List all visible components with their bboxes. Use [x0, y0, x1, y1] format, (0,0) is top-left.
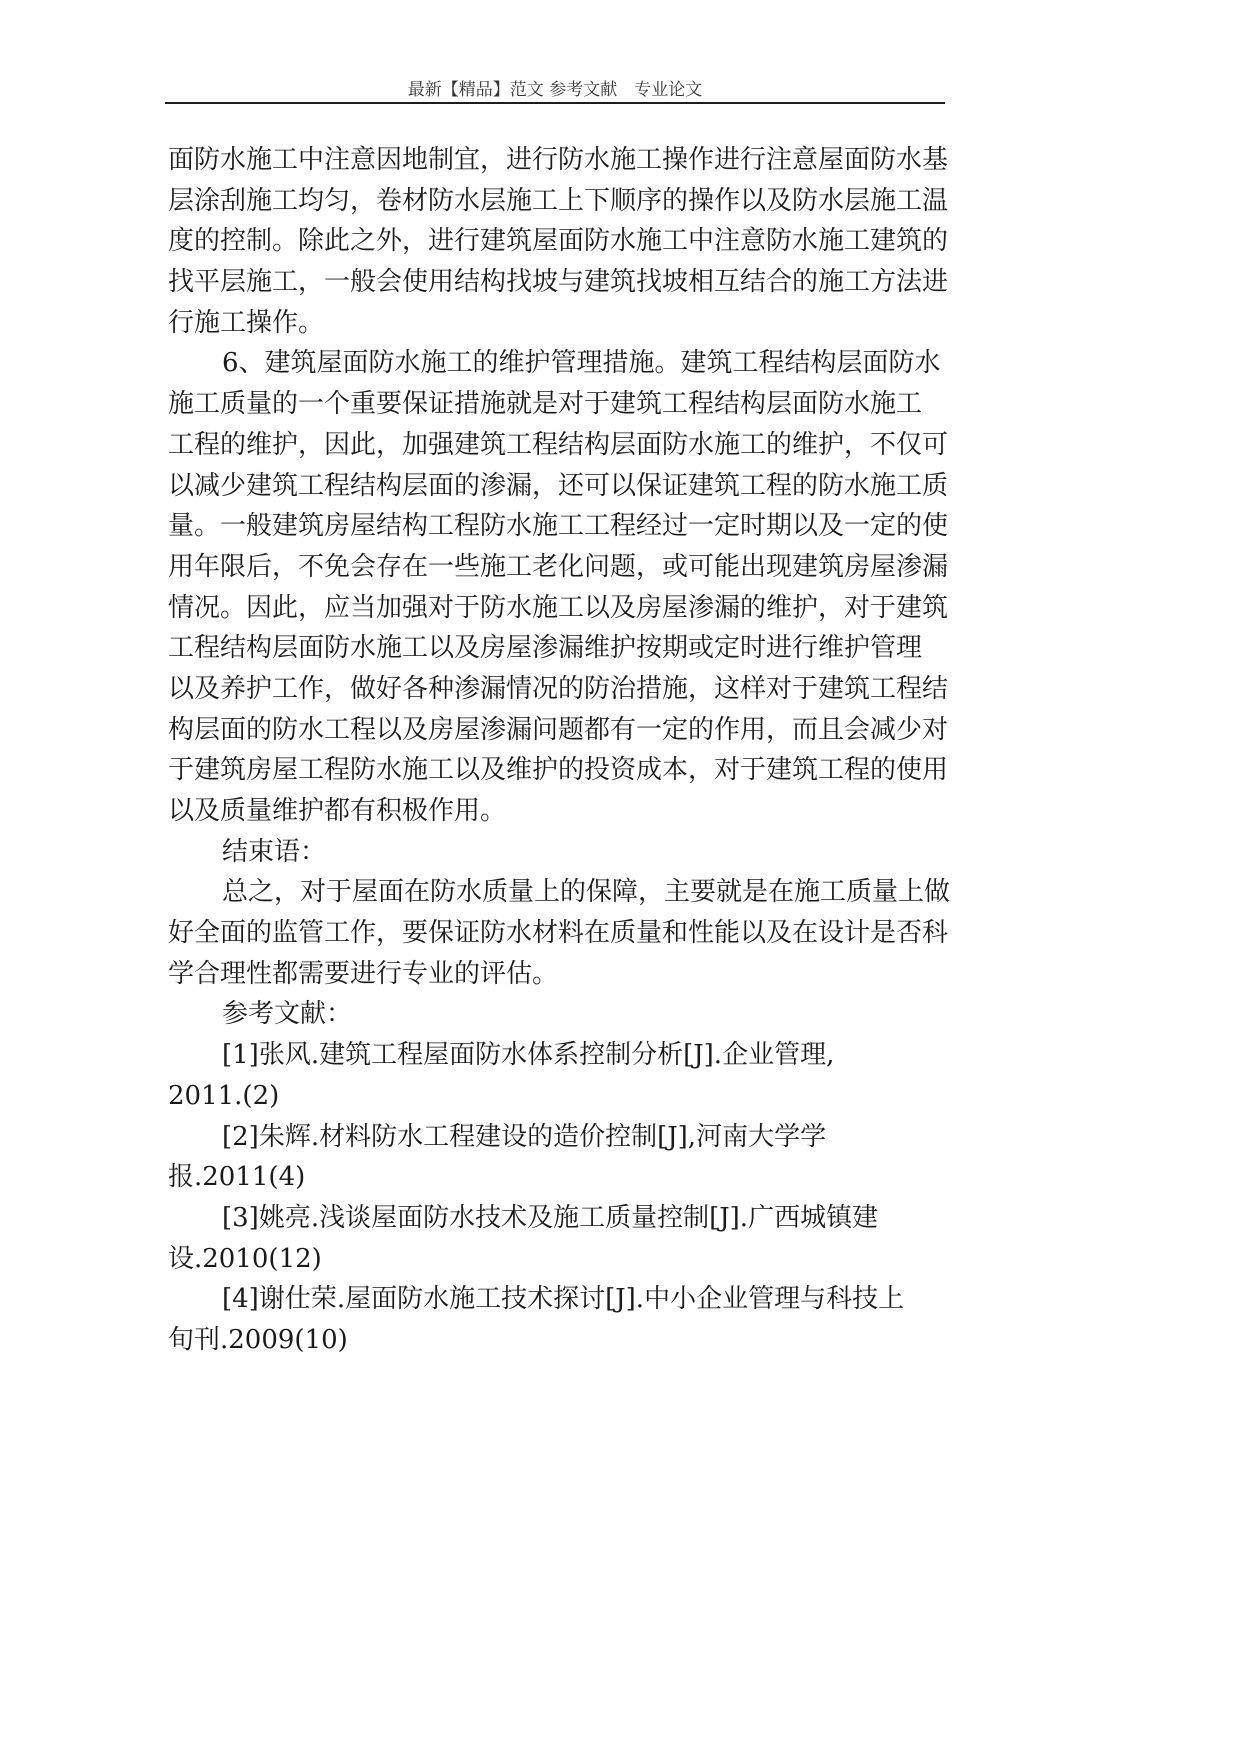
references-heading: 参考文献：: [222, 999, 353, 1030]
paragraph-line: 以及质量维护都有积极作用。: [168, 796, 507, 826]
reference-list: [168, 1035, 958, 1361]
paragraph-line: 用年限后，不免会存在一些施工老化问题，或可能出现建筑房屋渗漏: [168, 551, 949, 582]
reference-line: 2011.(2): [168, 1080, 280, 1111]
paragraph-line: 面防水施工中注意因地制宜，进行防水施工操作进行注意屋面防水基: [168, 145, 949, 175]
paragraph-line: 于建筑房屋工程防水施工以及维护的投资成本，对于建筑工程的使用: [168, 755, 949, 786]
reference-line: [3]姚亮.浅谈屋面防水技术及施工质量控制[J].广西城镇建: [222, 1202, 879, 1233]
paragraph-line: 总之，对于屋面在防水质量上的保障，主要就是在施工质量上做: [222, 877, 951, 908]
reference-line: [2]朱辉.材料防水工程建设的造价控制[J],河南大学学: [222, 1121, 827, 1152]
paragraph-line: 以及养护工作，做好各种渗漏情况的防治措施，这样对于建筑工程结: [168, 673, 949, 704]
paragraph-line: 找平层施工，一般会使用结构找坡与建筑找坡相互结合的施工方法进: [168, 267, 949, 298]
paragraph-line: 构层面的防水工程以及房屋渗漏问题都有一定的作用，而且会减少对: [168, 714, 949, 745]
paragraph-line: 工程的维护，因此，加强建筑工程结构层面防水施工的维护，不仅可: [168, 429, 949, 460]
reference-entry: [168, 1035, 958, 1116]
reference-line: 旬刊.2009(10): [168, 1324, 348, 1355]
reference-entry: [168, 1117, 958, 1198]
paragraph-line: 学合理性都需要进行专业的评估。: [168, 958, 559, 989]
reference-entry: [168, 1279, 958, 1360]
document-body: [168, 140, 958, 1361]
paragraph-line: 度的控制。除此之外，进行建筑屋面防水施工中注意防水施工建筑的: [168, 226, 949, 257]
paragraph-line: 行施工操作。: [168, 307, 325, 338]
paragraph-line: 好全面的监管工作，要保证防水材料在质量和性能以及在设计是否科: [168, 918, 949, 949]
reference-entry: [168, 1198, 958, 1279]
paragraph-line: 层涂刮施工均匀，卷材防水层施工上下顺序的操作以及防水层施工温: [168, 185, 949, 216]
paragraph-line: 工程结构层面防水施工以及房屋渗漏维护按期或定时进行维护管理: [168, 633, 923, 664]
paragraph-construction: [168, 140, 958, 343]
paragraph-line: 情况。因此，应当加强对于防水施工以及房屋渗漏的维护，对于建筑: [168, 592, 949, 623]
reference-line: [4]谢仕荣.屋面防水施工技术探讨[J].中小企业管理与科技上: [222, 1284, 905, 1315]
paragraph-line: 量。一般建筑房屋结构工程防水施工工程经过一定时期以及一定的使: [168, 511, 949, 542]
paragraph-maintenance: [168, 343, 958, 831]
paragraph-conclusion: [168, 872, 958, 994]
reference-line: 报.2011(4): [168, 1162, 306, 1193]
paragraph-line: 6、建筑屋面防水施工的维护管理措施。建筑工程结构层面防水: [222, 348, 941, 379]
paragraph-line: 施工质量的一个重要保证措施就是对于建筑工程结构层面防水施工: [168, 389, 923, 420]
header-divider: [165, 102, 945, 104]
reference-line: [1]张风.建筑工程屋面防水体系控制分析[J].企业管理,: [222, 1040, 835, 1071]
reference-line: 设.2010(12): [168, 1243, 322, 1274]
page-header-title: 最新【精品】范文 参考文献 专业论文: [407, 80, 703, 100]
conclusion-heading: 结束语：: [222, 836, 327, 867]
paragraph-line: 以减少建筑工程结构层面的渗漏，还可以保证建筑工程的防水施工质: [168, 470, 949, 501]
